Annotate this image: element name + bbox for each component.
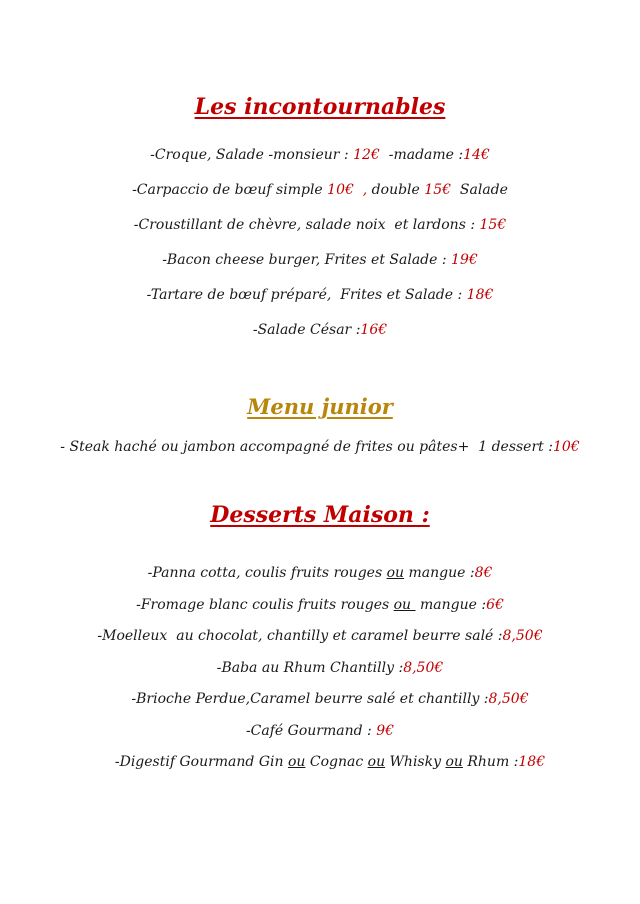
menu-item-line — [0, 321, 640, 339]
item-text: -Brioche Perdue,Caramel beurre salé et chantilly : — [131, 691, 489, 707]
section-title-incontournables: Les incontournables — [194, 94, 446, 120]
section-title-desserts: Desserts Maison : — [210, 502, 430, 528]
item-text: -Croque, Salade -monsieur : — [150, 147, 354, 163]
item-text: -Salade César : — [252, 322, 361, 338]
item-text: -Carpaccio de bœuf simple — [132, 182, 328, 198]
item-price: 9€ — [376, 722, 395, 739]
menu-item-line — [0, 181, 640, 199]
menu-item-line — [0, 251, 640, 269]
menu-item-line — [0, 286, 640, 304]
menu-item-line — [0, 753, 640, 771]
choice-or: ou — [445, 754, 463, 770]
menu-item-line — [0, 564, 640, 582]
item-text: -Moelleux au chocolat, chantilly et caramel beurre salé : — [97, 628, 503, 644]
menu-item-line — [0, 722, 640, 740]
item-text: -Tartare de bœuf préparé, Frites et Salade : — [146, 287, 467, 303]
item-text: -Bacon cheese burger, Frites et Salade : — [162, 252, 452, 268]
item-text: -Baba au Rhum Chantilly : — [216, 659, 404, 676]
item-text: -Fromage blanc coulis fruits rouges — [136, 596, 394, 613]
item-price: 8€ — [474, 565, 493, 581]
item-price: 19€ — [451, 252, 478, 268]
section-title-junior: Menu junior — [247, 394, 393, 419]
choice-or: ou — [287, 754, 306, 770]
menu-item-line — [0, 659, 640, 677]
item-text: -Café Gourmand : — [245, 722, 377, 739]
item-text: Cognac — [305, 754, 368, 770]
menu-item-line — [0, 216, 640, 234]
choice-or: ou — [393, 596, 416, 613]
item-text: Salade — [451, 182, 508, 198]
menu-item-line — [0, 146, 640, 164]
menu-item-line — [0, 438, 640, 456]
item-price: 10€ , — [327, 182, 368, 198]
item-price: 15€ — [424, 182, 452, 198]
item-price: 18€ — [466, 287, 494, 303]
menu-item-line — [0, 627, 640, 645]
item-price: 18€ — [518, 754, 546, 770]
item-text: Rhum : — [462, 754, 519, 770]
item-price: 15€ — [479, 217, 507, 233]
menu-item-line — [0, 690, 640, 708]
item-text: mangue : — [415, 596, 487, 613]
item-price: 8,50€ — [502, 628, 543, 644]
item-price: 8,50€ — [488, 691, 529, 707]
item-text: -madame : — [379, 147, 464, 163]
item-price: 12€ — [353, 147, 380, 163]
item-text: mangue : — [404, 565, 475, 581]
choice-or: ou — [386, 565, 405, 581]
item-price: 8,50€ — [403, 659, 444, 676]
item-text: -Panna cotta, coulis fruits rouges — [147, 565, 387, 581]
item-text: -Croustillant de chèvre, salade noix et lardons : — [133, 217, 480, 233]
item-price: 14€ — [463, 147, 490, 163]
item-price: 10€ — [552, 439, 580, 455]
item-price: 6€ — [486, 596, 504, 613]
item-price: 16€ — [360, 322, 388, 338]
item-text: - Steak haché ou jambon accompagné de frites ou pâtes+ 1 dessert : — [60, 439, 553, 455]
item-text: double — [367, 182, 425, 198]
menu-item-line — [0, 596, 640, 614]
item-text: -Digestif Gourmand Gin — [114, 754, 288, 770]
item-text: Whisky — [385, 754, 446, 770]
choice-or: ou — [367, 754, 386, 770]
